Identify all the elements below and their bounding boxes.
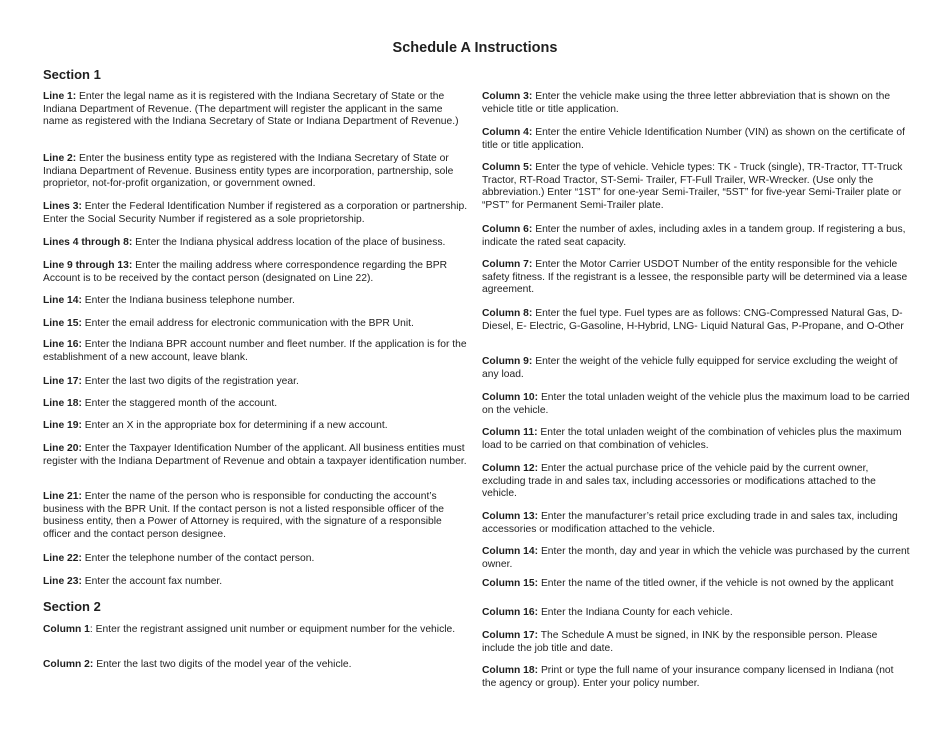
- line-22-instruction: Line 22: Enter the telephone number of the contact person.: [43, 553, 315, 564]
- column-5-instruction: Column 5: Enter the type of vehicle. Vehicle types: TK - Truck (single), TR-Tractor, TT-Truck Tractor, RT-Road Tractor, ST-Semi- Trailer, FT-Full Trailer, WR-Wrecker. (Use only the abbreviation.) Enter “1ST” for one-year Semi-Trailer, “5ST” for five-year Semi-Trailer plate or “PST” for Permanent Semi-Trailer plate.: [482, 162, 903, 212]
- line-19-instruction: Line 19: Enter an X in the appropriate box for determining if a new account.: [43, 420, 388, 431]
- column-13-instruction: Column 13: Enter the manufacturer’s retail price excluding trade in and sales tax, including accessories or modification attached to the vehicle.: [482, 511, 898, 535]
- line-20-instruction: Line 20: Enter the Taxpayer Identification Number of the applicant. All business entities must register with the Indiana Department of Revenue and obtain a taxpayer identification number.: [43, 443, 467, 467]
- column-2-instruction: Column 2: Enter the last two digits of the model year of the vehicle.: [43, 659, 352, 670]
- column-12-instruction: Column 12: Enter the actual purchase price of the vehicle paid by the current owner, excluding trade in and sales tax, including accessories or modifications attached to the vehicle.: [482, 463, 876, 500]
- column-16-instruction: Column 16: Enter the Indiana County for each vehicle.: [482, 607, 733, 618]
- column-6-instruction: Column 6: Enter the number of axles, including axles in a tandem group. If registering a bus, indicate the rated seat capacity.: [482, 224, 906, 248]
- column-7-instruction: Column 7: Enter the Motor Carrier USDOT Number of the entity responsible for the vehicle safety fitness. If the registrant is a lessee, the responsible party will be determined via a lease agreement.: [482, 259, 908, 296]
- column-1-instruction: Column 1: Enter the registrant assigned unit number or equipment number for the vehicle.: [43, 624, 456, 635]
- line-21-instruction: Line 21: Enter the name of the person who is responsible for conducting the account’s business with the BPR Unit. If the contact person is not a listed responsible officer of the business entity, then a Power of Attorney is required, with the signature of a responsible officer and the contact person designee.: [43, 491, 445, 541]
- column-8-instruction: Column 8: Enter the fuel type. Fuel types are as follows: CNG-Compressed Natural Gas, D- Diesel, E- Electric, G-Gasoline, H-Hybrid, LNG- Liquid Natural Gas, P-Propane, and O-Other: [482, 308, 904, 332]
- column-15-instruction: Column 15: Enter the name of the titled owner, if the vehicle is not owned by the applicant: [482, 578, 894, 589]
- column-10-instruction: Column 10: Enter the total unladen weight of the vehicle plus the maximum load to be carried on the vehicle.: [482, 392, 910, 416]
- section-2-heading: Section 2: [43, 599, 101, 614]
- line-3-instruction: Lines 3: Enter the Federal Identification Number if registered as a corporation or partnership. Enter the Social Security Number if registered as a sole proprietorship.: [43, 201, 468, 225]
- line-1-instruction: Line 1: Enter the legal name as it is registered with the Indiana Secretary of State or the Indiana Department of Revenue. (The department will register the applicant in the same name as registered with the Indiana Secretary of State or Indiana Department of Revenue.): [43, 91, 459, 128]
- line-18-instruction: Line 18: Enter the staggered month of the account.: [43, 398, 278, 409]
- line-23-instruction: Line 23: Enter the account fax number.: [43, 576, 223, 587]
- column-18-instruction: Column 18: Print or type the full name of your insurance company licensed in Indiana (not the agency or group). Enter your policy number.: [482, 665, 894, 689]
- column-9-instruction: Column 9: Enter the weight of the vehicle fully equipped for service excluding the weight of any load.: [482, 356, 898, 380]
- column-3-instruction: Column 3: Enter the vehicle make using the three letter abbreviation that is shown on the vehicle title or title application.: [482, 91, 891, 115]
- lines-9-13-instruction: Line 9 through 13: Enter the mailing address where correspondence regarding the BPR Account is to be received by the contact person (designated on Line 22).: [43, 260, 448, 284]
- line-14-instruction: Line 14: Enter the Indiana business telephone number.: [43, 295, 295, 306]
- column-17-instruction: Column 17: The Schedule A must be signed, in INK by the responsible person. Please include the job title and date.: [482, 630, 878, 654]
- column-14-instruction: Column 14: Enter the month, day and year in which the vehicle was purchased by the current owner.: [482, 546, 910, 570]
- line-2-instruction: Line 2: Enter the business entity type as registered with the Indiana Secretary of State or Indiana Department of Revenue. Business entity types are incorporation, partnership, sole proprietor, not-for-profit organization, or government owned.: [43, 153, 454, 190]
- line-16-instruction: Line 16: Enter the Indiana BPR account number and fleet number. If the application is for the establishment of a new account, leave blank.: [43, 339, 467, 363]
- line-15-instruction: Line 15: Enter the email address for electronic communication with the BPR Unit.: [43, 318, 414, 329]
- column-11-instruction: Column 11: Enter the total unladen weight of the combination of vehicles plus the maximum load to be carried on that combination of vehicles.: [482, 427, 902, 451]
- lines-4-8-instruction: Lines 4 through 8: Enter the Indiana physical address location of the place of business.: [43, 237, 446, 248]
- line-17-instruction: Line 17: Enter the last two digits of the registration year.: [43, 376, 299, 387]
- section-1-heading: Section 1: [43, 67, 101, 82]
- page-title: Schedule A Instructions: [392, 40, 558, 56]
- column-4-instruction: Column 4: Enter the entire Vehicle Identification Number (VIN) as shown on the certificate of title or title application.: [482, 127, 905, 151]
